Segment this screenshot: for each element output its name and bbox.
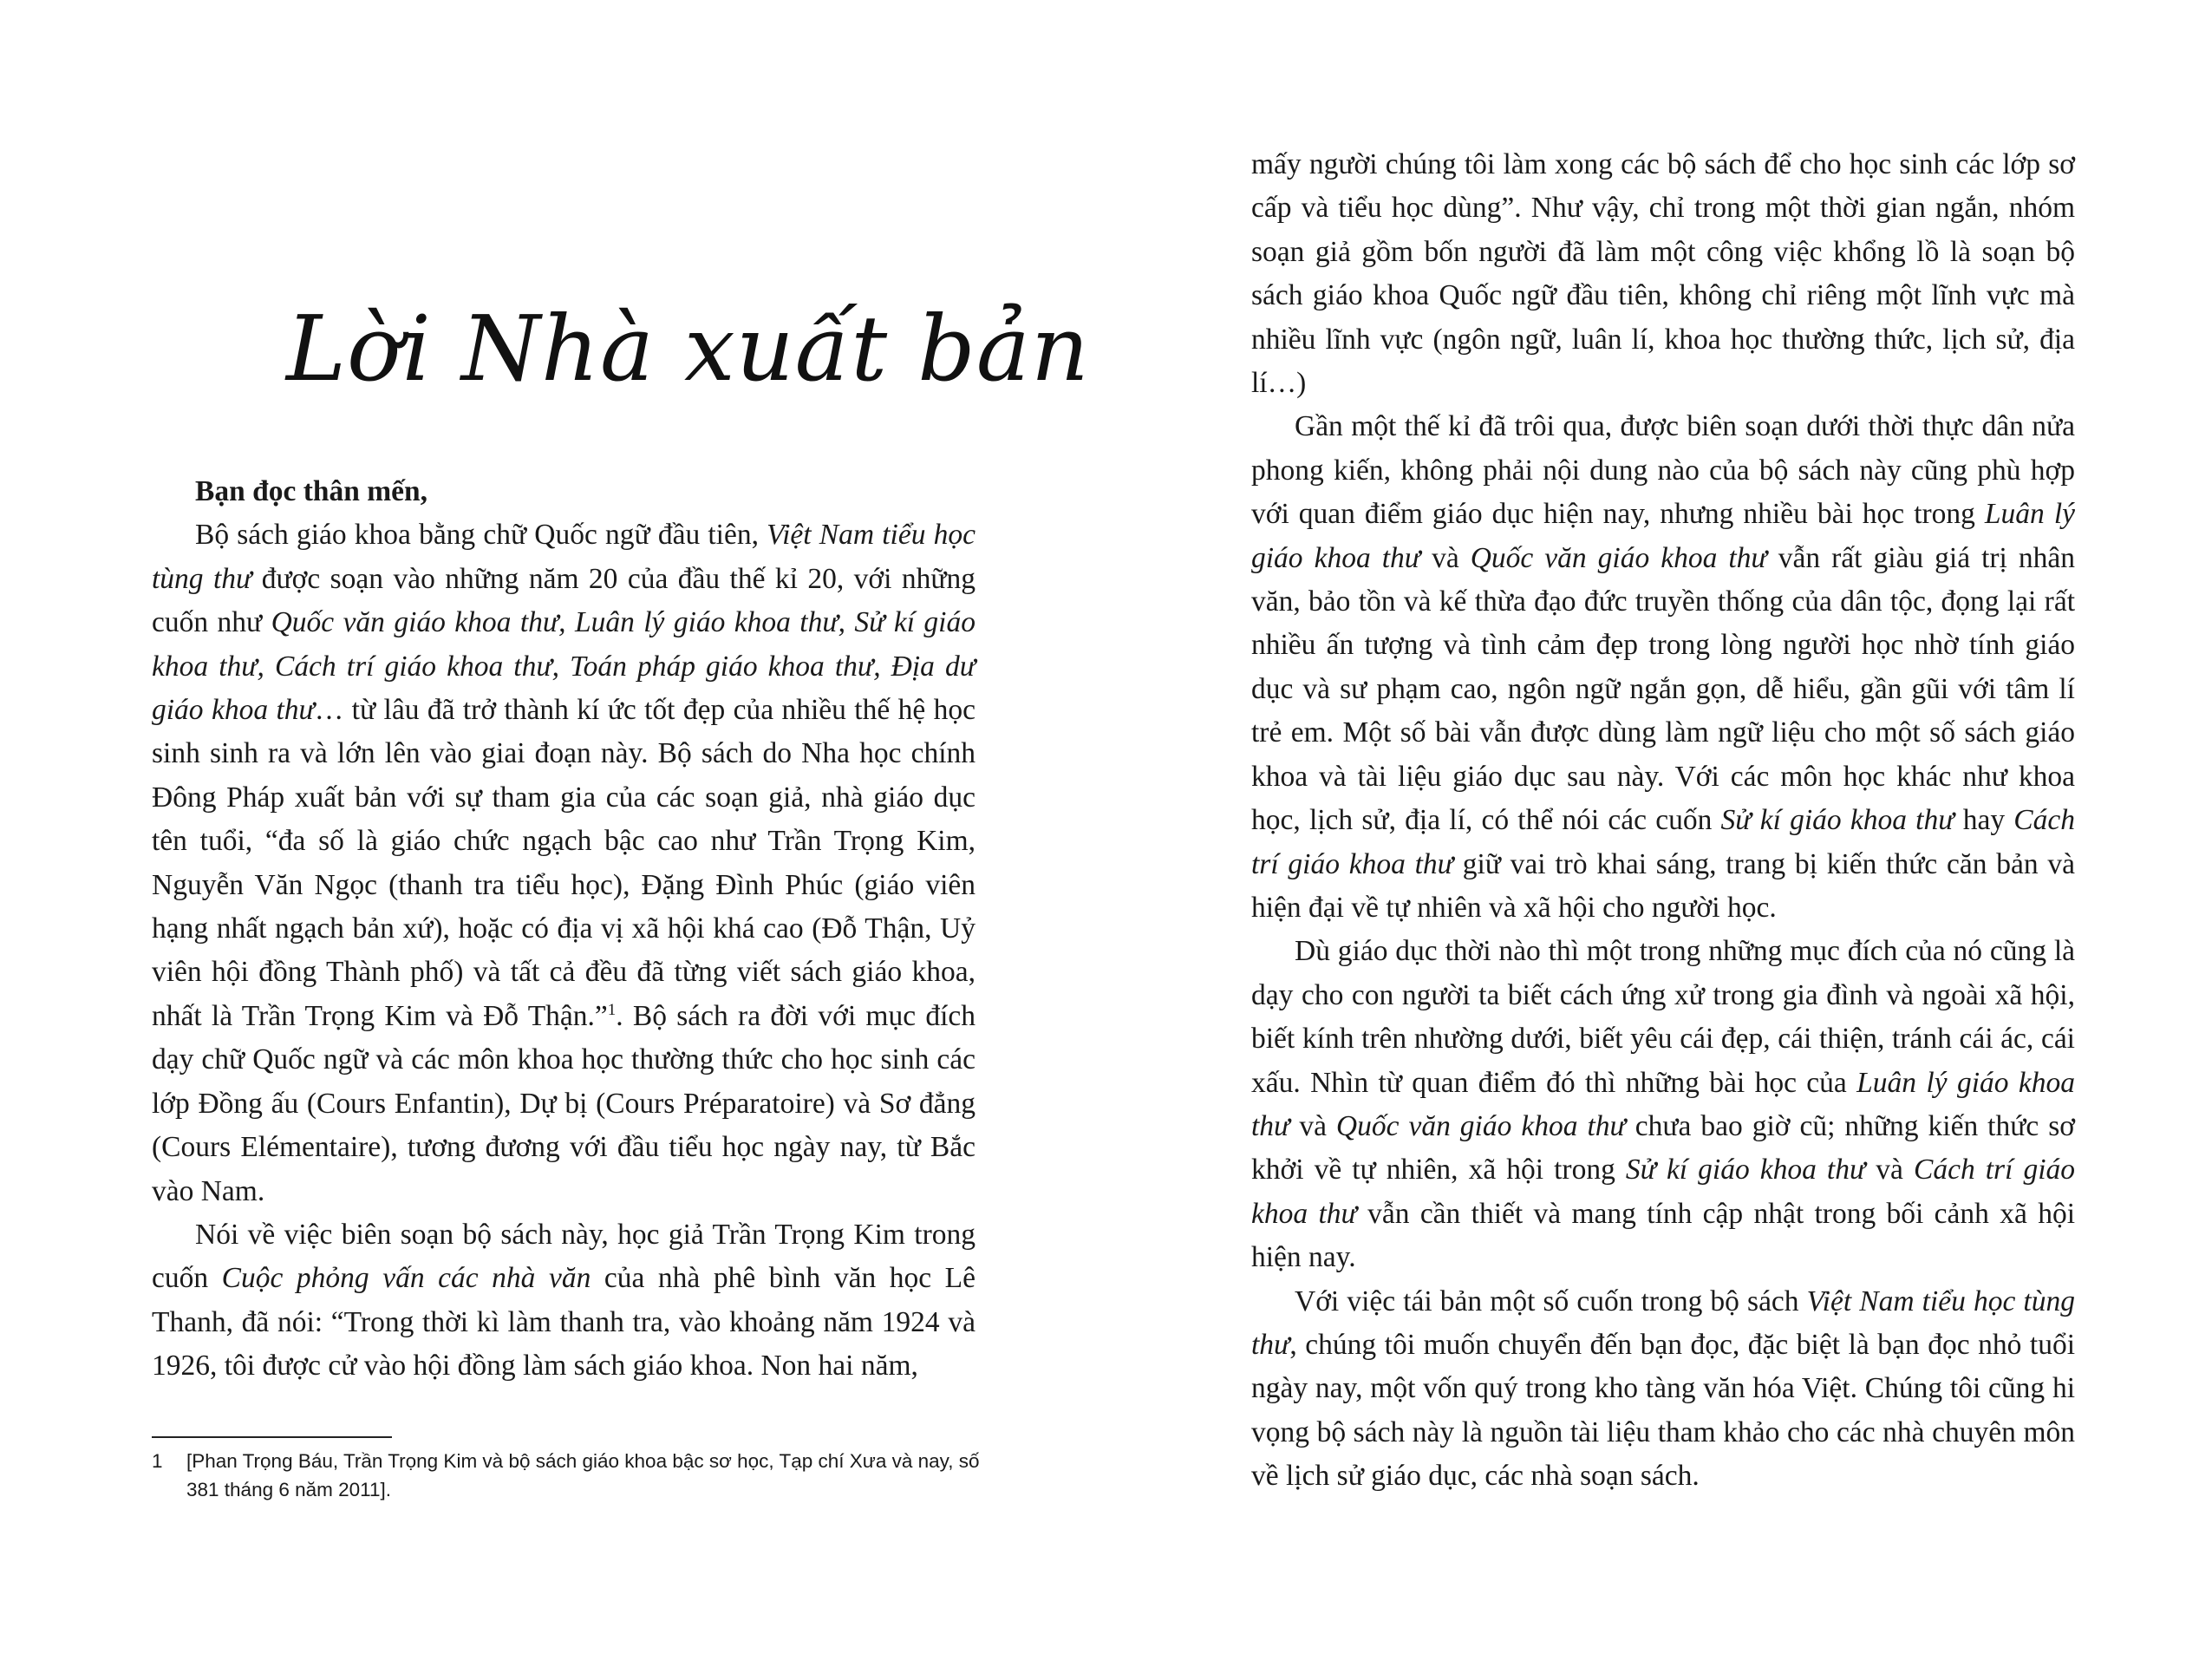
- paragraph: Với việc tái bản một số cuốn trong bộ sách Việt Nam tiểu học tùng thư, chúng tôi muốn chuyển đến bạn đọc, đặc biệt là bạn đọc nhỏ tuổi ngày nay, một vốn quý trong kho tàng văn hóa Việt. Chúng tôi cũng hi vọng bộ sách này là nguồn tài liệu tham khảo cho các nhà chuyên môn về lịch sử giáo dục, các nhà soạn sách.: [1251, 1285, 2075, 1493]
- paragraph: Dù giáo dục thời nào thì một trong những mục đích của nó cũng là dạy cho con người ta biết cách ứng xử trong gia đình và ngoài xã hội, biết kính trên nhường dưới, biết yêu cái đẹp, cái thiện, tránh cái ác, cái xấu. Nhìn từ quan điểm đó thì những bài học của Luân lý giáo khoa thư và Quốc văn giáo khoa thư chưa bao giờ cũ; những kiến thức sơ khởi về tự nhiên, xã hội trong Sử kí giáo khoa thư và Cách trí giáo khoa thư vẫn cần thiết và mang tính cập nhật trong bối cảnh xã hội hiện nay.: [1251, 935, 2075, 1274]
- footnote-text: [Phan Trọng Báu, Trần Trọng Kim và bộ sách giáo khoa bậc sơ học, Tạp chí Xưa và nay, số 381 tháng 6 năm 2011].: [186, 1450, 980, 1500]
- footnote-ref: 1: [607, 1000, 617, 1019]
- page-title: Lời Nhà xuất bản: [286, 296, 1090, 402]
- paragraph: mấy người chúng tôi làm xong các bộ sách để cho học sinh các lớp sơ cấp và tiểu học dùng”. Như vậy, chỉ trong một thời gian ngắn, nhóm soạn giả gồm bốn người đã làm một công việc khổng lồ là soạn bộ sách giáo khoa Quốc ngữ đầu tiên, không chỉ riêng một lĩnh vực mà nhiều lĩnh vực (ngôn ngữ, luân lí, khoa học thường thức, lịch sử, địa lí…): [1251, 148, 2075, 400]
- right-page: [1106, 0, 2212, 1667]
- right-body: [1251, 143, 2075, 1499]
- salutation: Bạn đọc thân mến,: [195, 475, 428, 507]
- footnote-number: 1: [152, 1450, 163, 1472]
- paragraph: Bộ sách giáo khoa bằng chữ Quốc ngữ đầu tiên, Việt Nam tiểu học tùng thư được soạn vào những năm 20 của đầu thế kỉ 20, với những cuốn như Quốc văn giáo khoa thư, Luân lý giáo khoa thư, Sử kí giáo khoa thư, Cách trí giáo khoa thư, Toán pháp giáo khoa thư, Địa dư giáo khoa thư… từ lâu đã trở thành kí ức tốt đẹp của nhiều thế hệ học sinh sinh ra và lớn lên vào giai đoạn này. Bộ sách do Nha học chính Đông Pháp xuất bản với sự tham gia của các soạn giả, nhà giáo dục tên tuổi, “đa số là giáo chức ngạch bậc cao như Trần Trọng Kim, Nguyễn Văn Ngọc (thanh tra tiểu học), Đặng Đình Phúc (giáo viên hạng nhất ngạch bản xứ), hoặc có địa vị xã hội khá cao (Đỗ Thận, Uỷ viên hội đồng Thành phố) và tất cả đều đã từng viết sách giáo khoa, nhất là Trần Trọng Kim và Đỗ Thận.”$^1$. Bộ sách ra đời với mục đích dạy chữ Quốc ngữ và các môn khoa học thường thức cho học sinh các lớp Đồng ấu (Cours Enfantin), Dự bị (Cours Préparatoire) và Sơ đẳng (Cours Elémentaire), tương đương với đầu tiểu học ngày nay, từ Bắc vào Nam.: [152, 519, 975, 1207]
- paragraph: Nói về việc biên soạn bộ sách này, học giả Trần Trọng Kim trong cuốn Cuộc phỏng vấn các nhà văn của nhà phê bình văn học Lê Thanh, đã nói: “Trong thời kì làm thanh tra, vào khoảng năm 1924 và 1926, tôi được cử vào hội đồng làm sách giáo khoa. Non hai năm,: [152, 1218, 975, 1383]
- paragraph: Gần một thế kỉ đã trôi qua, được biên soạn dưới thời thực dân nửa phong kiến, không phải nội dung nào của bộ sách này cũng phù hợp với quan điểm giáo dục hiện nay, nhưng nhiều bài học trong Luân lý giáo khoa thư và Quốc văn giáo khoa thư vẫn rất giàu giá trị nhân văn, bảo tồn và kế thừa đạo đức truyền thống của dân tộc, đọng lại rất nhiều ấn tượng và tình cảm đẹp trong lòng người học nhờ tính giáo dục và sư phạm cao, ngôn ngữ ngắn gọn, dễ hiểu, gần gũi với tâm lí trẻ em. Một số bài vẫn được dùng làm ngữ liệu cho một số sách giáo khoa và tài liệu giáo dục sau này. Với các môn học khác như khoa học, lịch sử, địa lí, có thể nói các cuốn Sử kí giáo khoa thư hay Cách trí giáo khoa thư giữ vai trò khai sáng, trang bị kiến thức căn bản và hiện đại về tự nhiên và xã hội cho người học.: [1251, 410, 2075, 924]
- left-body: [152, 470, 975, 1389]
- footnote: [152, 1447, 984, 1504]
- footnote-divider: [152, 1436, 392, 1438]
